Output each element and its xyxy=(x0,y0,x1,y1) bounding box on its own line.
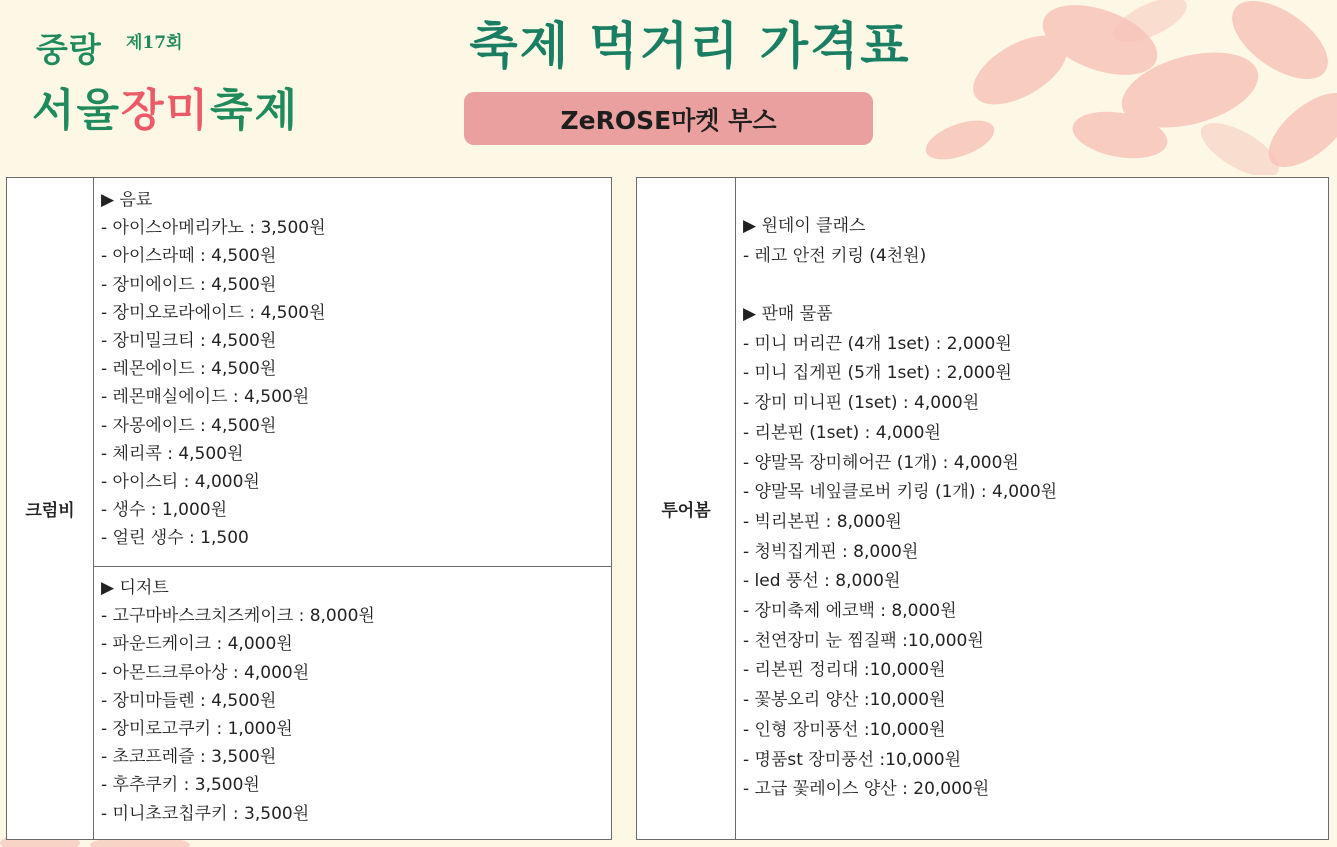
logo-rose: 장미 xyxy=(121,85,211,136)
menu-item: - 장미밀크티 : 4,500원 xyxy=(101,331,277,352)
menu-item: - 레몬에이드 : 4,500원 xyxy=(101,359,277,380)
menu-item: - 아이스티 : 4,000원 xyxy=(101,472,260,493)
menu-item: - 양말목 네잎클로버 키링 (1개) : 4,000원 xyxy=(743,482,1058,503)
menu-item: - 미니초코칩쿠키 : 3,500원 xyxy=(101,803,310,824)
page-title: 축제 먹거리 가격표 xyxy=(469,17,911,75)
section-heading: ▶ 음료 xyxy=(101,190,153,210)
logo-edition: 제17회 xyxy=(126,33,183,53)
menu-item: - 빅리본핀 : 8,000원 xyxy=(743,511,902,532)
section-heading: ▶ 판매 물품 xyxy=(743,304,833,324)
logo-festival-name xyxy=(32,74,299,138)
menu-item: - 레몬매실에이드 : 4,500원 xyxy=(101,387,310,408)
sales-items-section xyxy=(743,300,1324,805)
menu-item: - 양말목 장미헤어끈 (1개) : 4,000원 xyxy=(743,452,1019,473)
menu-item: - 청빅집게핀 : 8,000원 xyxy=(743,541,919,562)
booth-badge: ZeROSE마켓 부스 xyxy=(464,92,873,145)
menu-item: - 파운드케이크 : 4,000원 xyxy=(101,634,293,655)
menu-item: - 인형 장미풍선 :10,000원 xyxy=(743,719,946,740)
menu-item: - 아몬드크루아상 : 4,000원 xyxy=(101,662,310,683)
section-heading: ▶ 원데이 클래스 xyxy=(743,216,866,236)
menu-item: - 아이스라떼 : 4,500원 xyxy=(101,246,277,267)
menu-item: - 아이스아메리카노 : 3,500원 xyxy=(101,218,326,239)
vendor-panel-tourbom xyxy=(636,177,1329,840)
section-divider xyxy=(93,566,611,567)
menu-item: - led 풍선 : 8,000원 xyxy=(743,571,901,592)
menu-item: - 명품st 장미풍선 :10,000원 xyxy=(743,749,962,770)
vendor-name: 크럼비 xyxy=(7,178,94,839)
menu-item: - 고구마바스크치즈케이크 : 8,000원 xyxy=(101,606,375,627)
menu-item: - 후추쿠키 : 3,500원 xyxy=(101,775,260,796)
menu-item: - 리본핀 정리대 :10,000원 xyxy=(743,660,946,681)
drinks-section xyxy=(101,186,607,553)
vendor-name: 투어봄 xyxy=(637,178,736,839)
vendor-panel-crumbi xyxy=(6,177,612,840)
menu-item: - 미니 머리끈 (4개 1set) : 2,000원 xyxy=(743,333,1012,354)
menu-item: - 생수 : 1,000원 xyxy=(101,500,228,521)
menu-item: - 꽃봉오리 양산 :10,000원 xyxy=(743,690,946,711)
festival-logo xyxy=(32,18,352,138)
menu-item: - 미니 집게핀 (5개 1set) : 2,000원 xyxy=(743,363,1012,384)
menu-item: - 장미축제 에코백 : 8,000원 xyxy=(743,601,957,622)
menu-item: - 장미로고쿠키 : 1,000원 xyxy=(101,719,293,740)
menu-item: - 천연장미 눈 찜질팩 :10,000원 xyxy=(743,630,984,651)
desserts-section xyxy=(101,574,607,828)
menu-item: - 장미마들렌 : 4,500원 xyxy=(101,690,277,711)
menu-item: - 장미오로라에이드 : 4,500원 xyxy=(101,302,326,323)
menu-item: - 레고 안전 키링 (4천원) xyxy=(743,245,927,266)
oneday-class-section xyxy=(743,212,1324,271)
menu-item: - 초코프레즐 : 3,500원 xyxy=(101,747,277,768)
section-heading: ▶ 디저트 xyxy=(101,578,169,598)
menu-item: - 자몽에이드 : 4,500원 xyxy=(101,415,277,436)
logo-district-name: 중랑 xyxy=(36,30,102,69)
menu-item: - 장미에이드 : 4,500원 xyxy=(101,274,277,295)
logo-seoul: 서울 xyxy=(32,85,122,136)
logo-festival: 축제 xyxy=(210,85,300,136)
menu-item: - 리본핀 (1set) : 4,000원 xyxy=(743,422,941,443)
menu-item: - 고급 꽃레이스 양산 : 20,000원 xyxy=(743,779,990,800)
menu-item: - 체리콕 : 4,500원 xyxy=(101,443,244,464)
menu-item: - 얼린 생수 : 1,500 xyxy=(101,528,249,549)
menu-item: - 장미 미니핀 (1set) : 4,000원 xyxy=(743,393,980,414)
